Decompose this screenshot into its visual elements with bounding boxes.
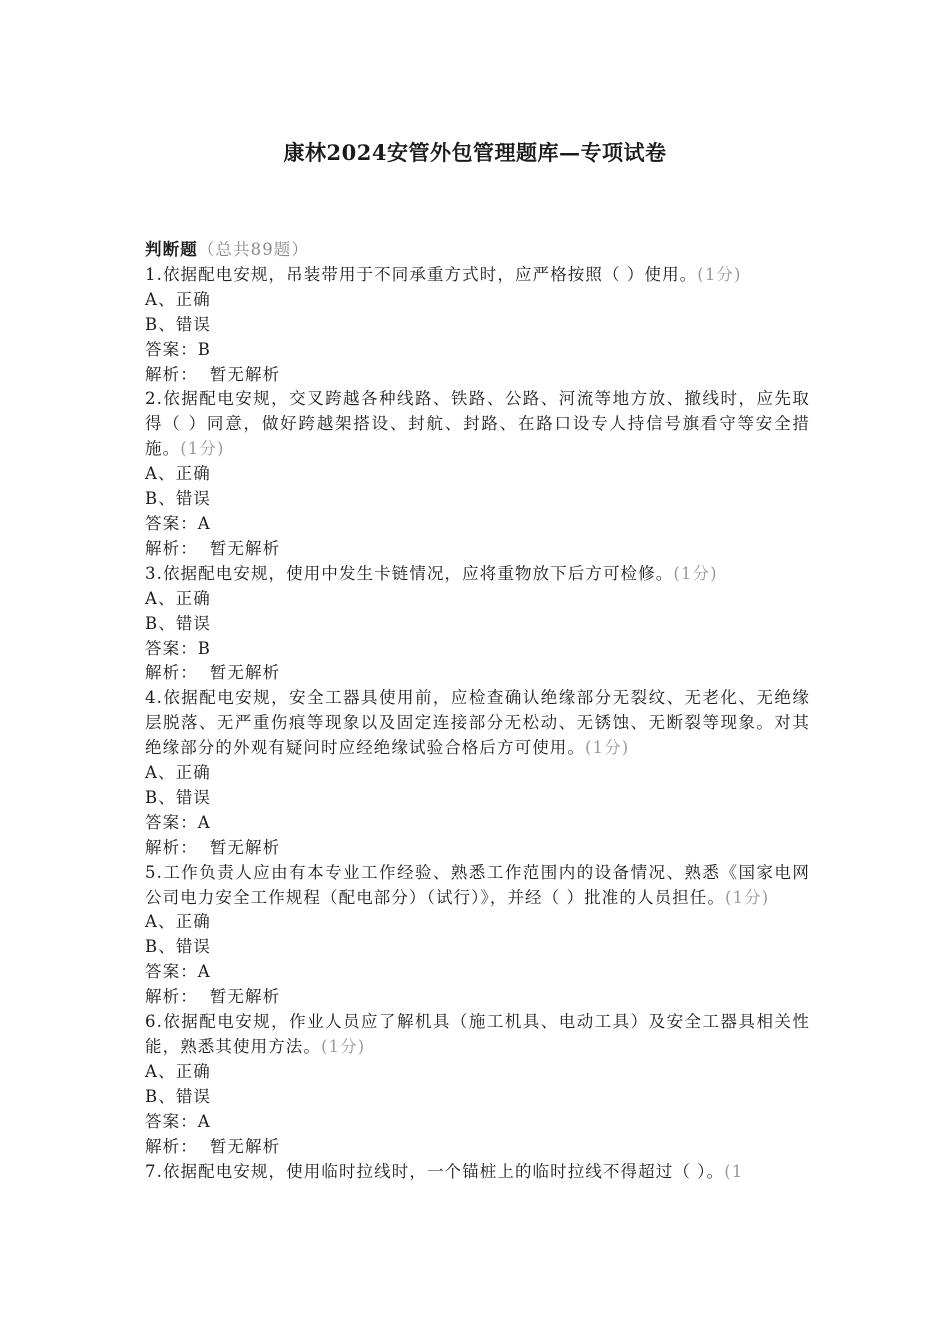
analysis-label: 解析：	[145, 663, 198, 683]
analysis-label: 解析：	[145, 364, 198, 384]
document-title: 康林2024安管外包管理题库—专项试卷	[283, 140, 667, 165]
answer: 答案：B	[145, 339, 212, 359]
question-item	[145, 1160, 810, 1185]
option-a: A、正确	[145, 289, 211, 309]
section-label: 判断题	[145, 240, 198, 259]
analysis	[145, 1135, 810, 1160]
analysis-label: 解析：	[145, 837, 198, 857]
answer: 答案：B	[145, 638, 212, 658]
analysis-text: 暂无解析	[209, 837, 281, 857]
option-b: B、错误	[145, 787, 212, 807]
question-item	[145, 1010, 810, 1159]
option-b: B、错误	[145, 314, 212, 334]
section-heading	[145, 238, 810, 263]
answer: 答案：A	[145, 812, 211, 832]
option-a: A、正确	[145, 1061, 211, 1081]
option-a: A、正确	[145, 763, 211, 783]
question-stem	[145, 263, 810, 288]
analysis-text: 暂无解析	[209, 987, 281, 1007]
option-b: B、错误	[145, 613, 212, 633]
analysis-label: 解析：	[145, 538, 198, 558]
option-a: A、正确	[145, 912, 211, 932]
question-text: 5.工作负责人应由有本专业工作经验、熟悉工作范围内的设备情况、熟悉《国家电网公司电力安全工作规程（配电部分）（试行）》，并经（ ）批准的人员担任。	[145, 862, 810, 907]
answer: 答案：A	[145, 1111, 211, 1131]
question-item	[145, 861, 810, 1010]
question-item	[145, 387, 810, 561]
question-score: (1分)	[321, 1037, 366, 1056]
answer: 答案：A	[145, 962, 211, 982]
question-stem	[145, 686, 810, 761]
analysis	[145, 537, 810, 562]
question-stem	[145, 387, 810, 462]
question-stem	[145, 1010, 810, 1060]
question-text: 6.依据配电安规，作业人员应了解机具（施工机具、电动工具）及安全工器具相关性能，熟悉其使用方法。	[145, 1012, 810, 1056]
question-score: (1分)	[725, 887, 770, 907]
question-score: (1分)	[673, 563, 718, 583]
question-score: (1	[724, 1161, 744, 1181]
analysis-text: 暂无解析	[209, 663, 281, 683]
analysis	[145, 836, 810, 861]
analysis-text: 暂无解析	[209, 538, 281, 558]
option-b: B、错误	[145, 1086, 212, 1106]
option-a: A、正确	[145, 588, 211, 608]
question-text: 4.依据配电安规，安全工器具使用前，应检查确认绝缘部分无裂纹、无老化、无绝缘层脱落、无严重伤痕等现象以及固定连接部分无松动、无锈蚀、无断裂等现象。对其绝缘部分的外观有疑问时应经绝缘试验合格后方可使用。	[145, 688, 810, 758]
question-text: 1.依据配电安规，吊装带用于不同承重方式时，应严格按照（ ）使用。	[145, 264, 698, 284]
question-text: 7.依据配电安规，使用临时拉线时，一个锚桩上的临时拉线不得超过（ ）。	[145, 1161, 725, 1181]
option-b: B、错误	[145, 937, 212, 957]
question-stem	[145, 562, 810, 587]
question-text: 3.依据配电安规，使用中发生卡链情况，应将重物放下后方可检修。	[145, 563, 674, 583]
analysis-text: 暂无解析	[209, 364, 281, 384]
analysis	[145, 363, 810, 388]
question-score: (1分)	[697, 264, 742, 284]
analysis-label: 解析：	[145, 1136, 198, 1156]
analysis-label: 解析：	[145, 987, 198, 1007]
option-b: B、错误	[145, 489, 212, 509]
question-text: 2.依据配电安规，交叉跨越各种线路、铁路、公路、河流等地方放、撤线时，应先取得（ ）同意，做好跨越架搭设、封航、封路、在路口设专人持信号旗看守等安全措施。	[145, 389, 810, 459]
question-score: (1分)	[585, 738, 630, 758]
question-item	[145, 562, 810, 687]
question-stem	[145, 861, 810, 911]
question-stem	[145, 1160, 810, 1185]
section-count: （总共89题）	[197, 240, 310, 259]
question-item	[145, 686, 810, 860]
question-item	[145, 263, 810, 388]
option-a: A、正确	[145, 464, 211, 484]
analysis	[145, 661, 810, 686]
analysis-text: 暂无解析	[209, 1136, 281, 1156]
analysis	[145, 985, 810, 1010]
question-score: (1分)	[180, 439, 225, 459]
question-list	[145, 238, 810, 1184]
answer: 答案：A	[145, 513, 211, 533]
